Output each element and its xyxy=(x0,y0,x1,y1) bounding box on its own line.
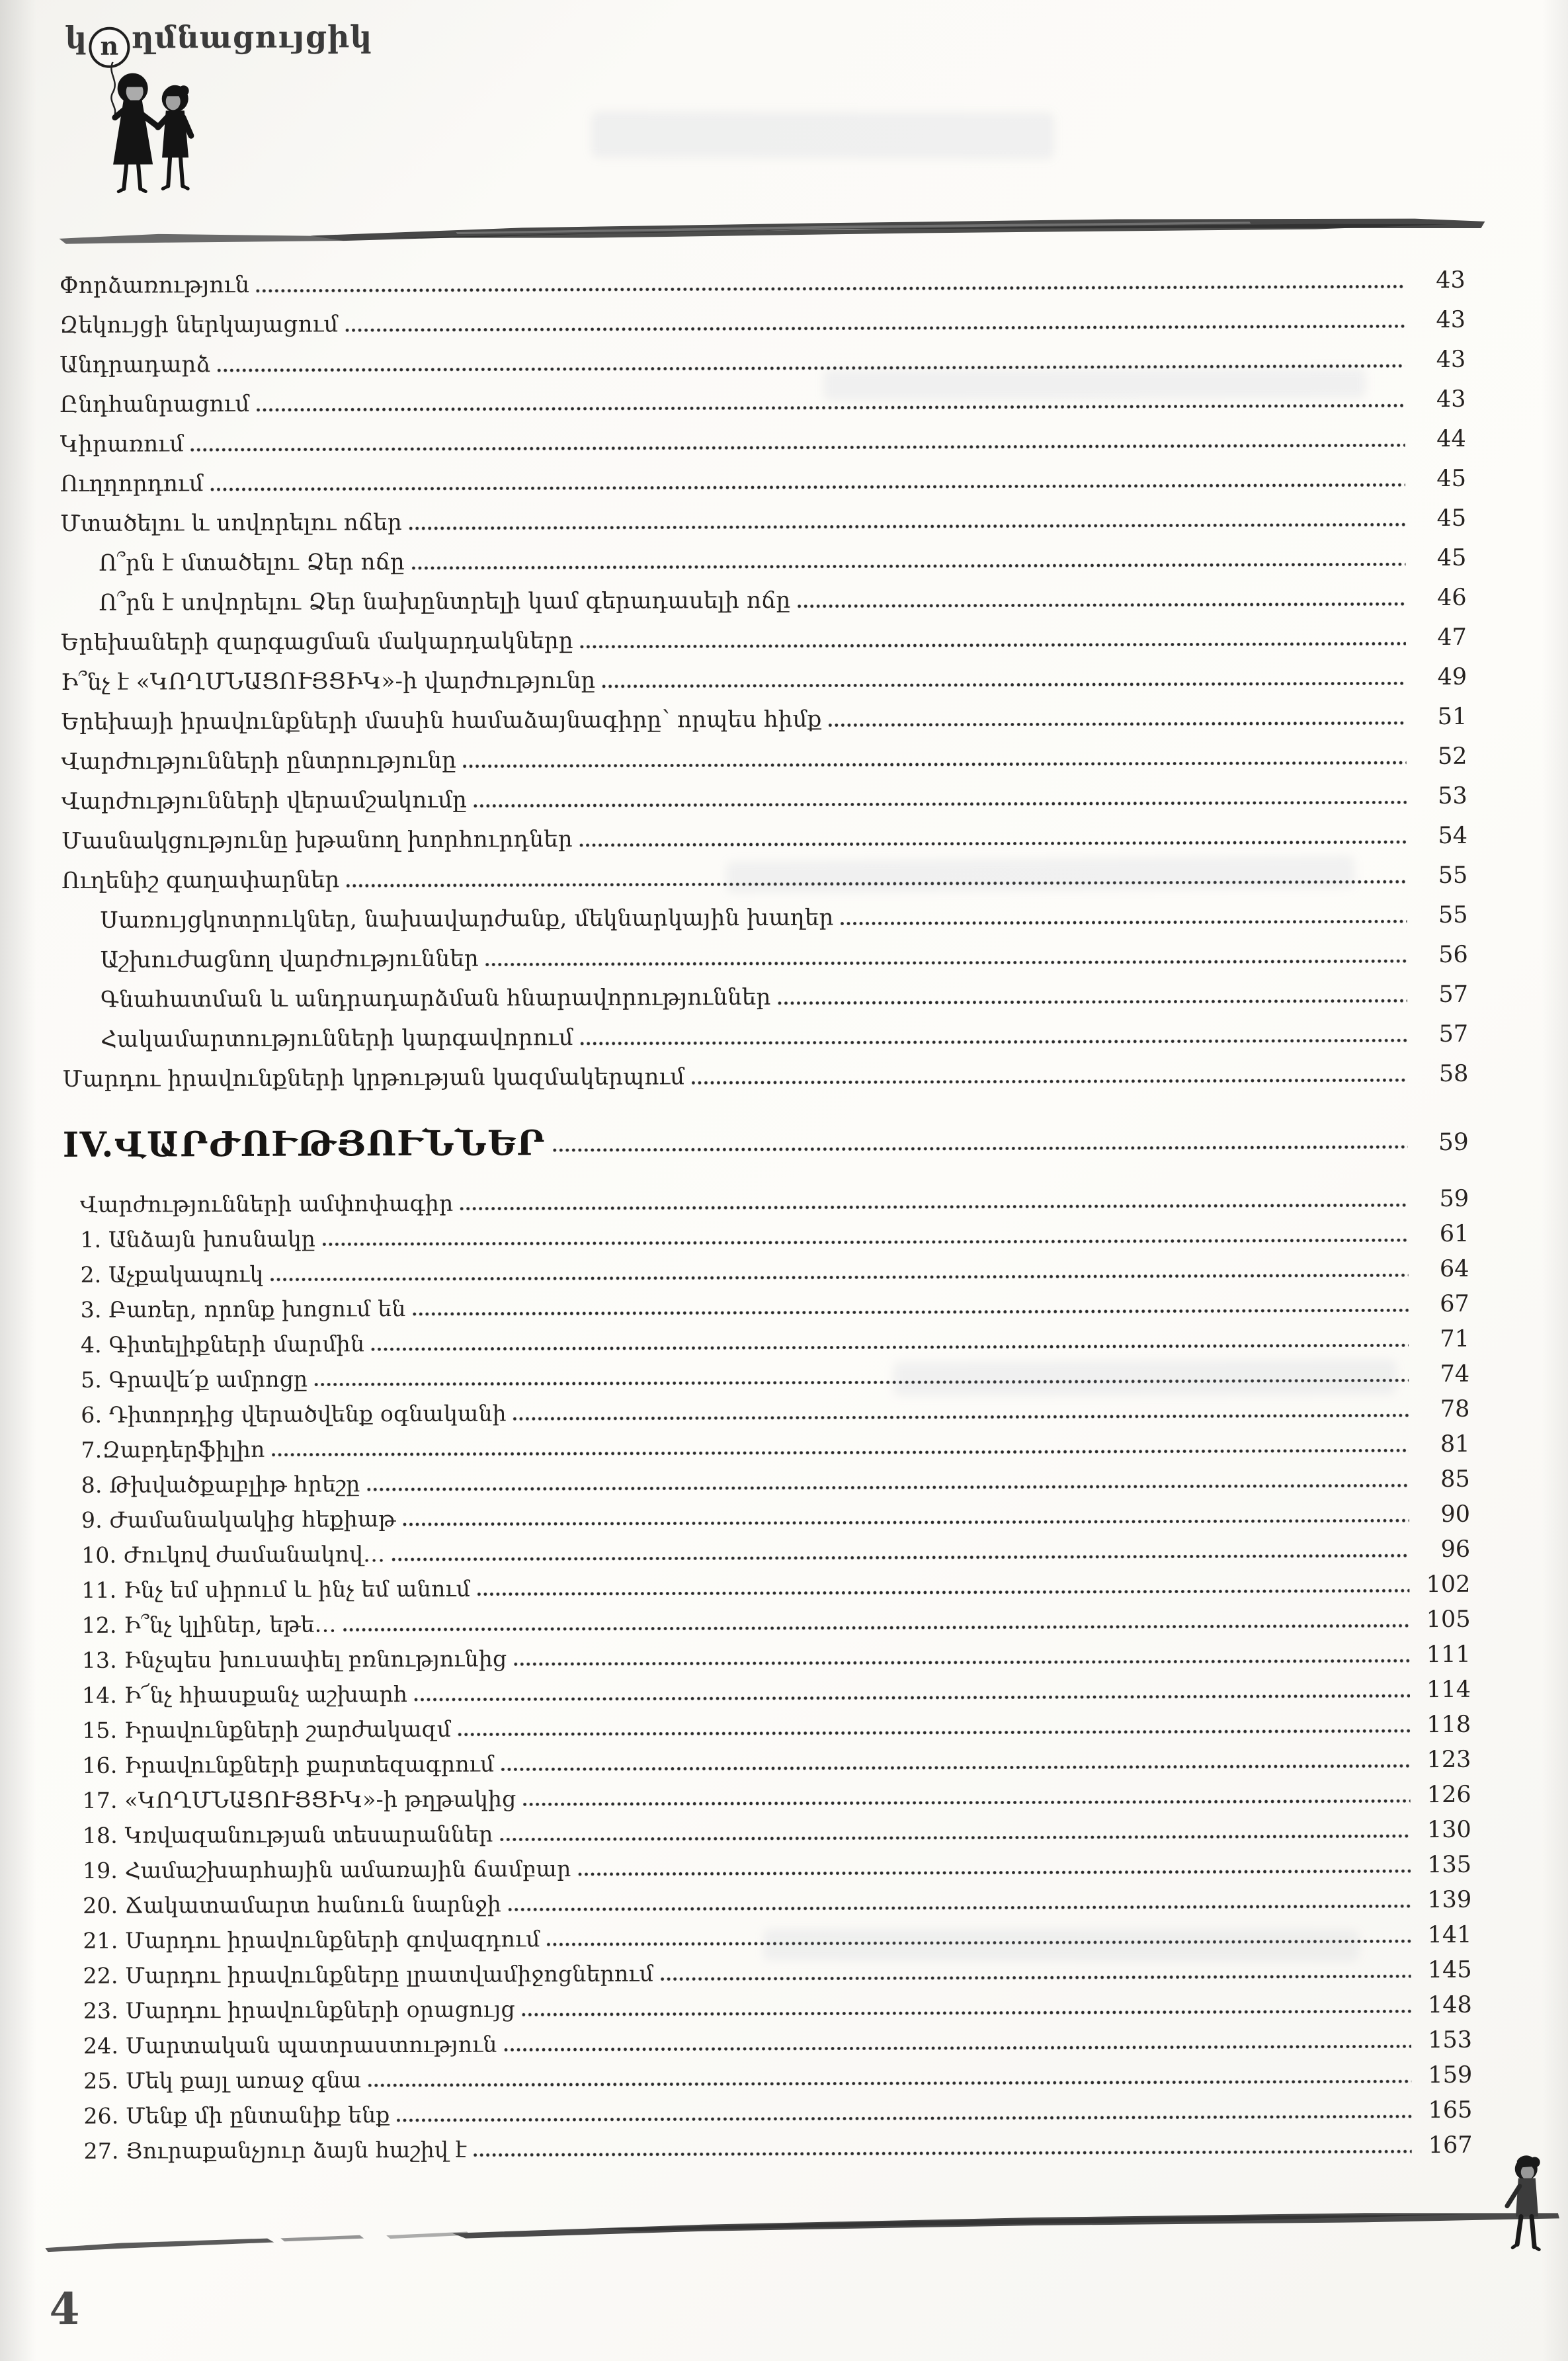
toc-entry xyxy=(80,1177,1469,1218)
logo-text-before: կ xyxy=(65,19,88,56)
toc-entry-page: 96 xyxy=(1440,1536,1471,1563)
toc-entry-page: 148 xyxy=(1427,1991,1472,2019)
toc-entry-page: 135 xyxy=(1427,1851,1472,1879)
toc-entry-title: 7.Զաբդերֆիլիո xyxy=(81,1436,265,1463)
toc-entry-page: 153 xyxy=(1428,2026,1473,2054)
dot-leader xyxy=(408,522,1405,531)
toc-entry-title: Ուղղորդում xyxy=(60,470,204,498)
toc-entry xyxy=(101,929,1468,973)
dot-leader xyxy=(368,2079,1412,2088)
toc-entry xyxy=(83,2089,1472,2129)
toc-entry-page: 45 xyxy=(1436,505,1467,532)
toc-entry-title: Անդրադարձ xyxy=(60,351,211,379)
toc-entry-title: 15. Իրավունքների շարժակազմ xyxy=(82,1716,452,1743)
toc-entry xyxy=(83,1878,1471,1919)
toc-entry-page: 102 xyxy=(1426,1571,1471,1598)
toc-entry-page: 71 xyxy=(1440,1325,1470,1353)
toc-entry-page: 81 xyxy=(1440,1430,1470,1458)
toc-entry xyxy=(81,1563,1470,1603)
dot-leader xyxy=(473,2149,1412,2157)
dot-leader xyxy=(579,839,1407,848)
dot-leader xyxy=(552,1144,1408,1153)
toc-entry-page: 55 xyxy=(1438,901,1468,929)
page-number: 4 xyxy=(49,2282,80,2335)
toc-entry-title: Մարդու իրավունքների կրթության կազմակերպում xyxy=(62,1063,685,1093)
toc-entry-title: Գնահատման և անդրադարձման հնարավորություններ xyxy=(100,983,771,1013)
toc-entry-title: 24. Մարտական պատրաստություն xyxy=(83,2031,497,2059)
toc-entry-page: 126 xyxy=(1426,1781,1471,1809)
toc-entry-title: 20. Ճակատամարտ հանուն նարնջի xyxy=(83,1891,502,1919)
dot-leader xyxy=(499,1833,1411,1842)
dot-leader xyxy=(473,800,1407,808)
toc-entry-page: 43 xyxy=(1436,346,1466,374)
toc-entry-title: Սառույցկոտրուկներ, նախավարժանք, մեկնարկային խաղեր xyxy=(100,904,834,934)
toc-entry-title: 6. Դիտորդից վերածվենք օգնականի xyxy=(81,1400,507,1428)
toc-entry xyxy=(83,2018,1472,2059)
toc-entry xyxy=(83,1913,1471,1954)
toc-entry-page: 67 xyxy=(1440,1290,1469,1318)
toc-entry-page: 74 xyxy=(1440,1360,1470,1388)
toc-entry-title: Վարժությունների ընտրությունը xyxy=(61,747,457,776)
children-illustration-icon xyxy=(74,62,247,201)
toc-entry xyxy=(60,333,1465,378)
toc-entry-page: 52 xyxy=(1437,743,1467,770)
dot-leader xyxy=(777,998,1407,1006)
toc-entry xyxy=(62,849,1467,894)
toc-entry xyxy=(62,770,1467,815)
toc-entry-page: 55 xyxy=(1438,862,1468,890)
toc-entry-page: 43 xyxy=(1436,267,1465,294)
toc-entry xyxy=(82,1738,1471,1778)
toc-entry-title: Հակամարտությունների կարգավորում xyxy=(101,1024,573,1053)
dot-leader xyxy=(579,1038,1407,1046)
dot-leader xyxy=(840,919,1407,926)
toc-entry-page: 141 xyxy=(1427,1921,1472,1949)
toc-entry-page: 58 xyxy=(1438,1060,1469,1088)
toc-entry-title: 26. Մենք մի ընտանիք ենք xyxy=(83,2102,390,2129)
toc-entry xyxy=(61,690,1467,735)
toc-entry xyxy=(62,809,1467,854)
toc-entry xyxy=(82,1773,1471,1813)
toc-entry-page: 105 xyxy=(1426,1606,1471,1634)
logo xyxy=(65,19,409,68)
toc-entry xyxy=(82,1668,1471,1708)
toc-entry xyxy=(81,1317,1469,1358)
balloon-letter: ո xyxy=(99,30,120,61)
toc-entry-title: Մասնակցությունը խթանող խորհուրդներ xyxy=(61,826,573,855)
dot-leader xyxy=(256,403,1405,413)
toc-entry xyxy=(60,373,1465,418)
toc-entry xyxy=(60,492,1466,537)
toc-entry-page: 90 xyxy=(1440,1501,1471,1528)
toc-entry-page: 53 xyxy=(1438,782,1467,810)
toc-entry xyxy=(83,2053,1472,2094)
toc-entry-page: 44 xyxy=(1436,425,1466,453)
toc-entry-title: 11. Ինչ եմ սիրում և ինչ եմ անում xyxy=(81,1575,471,1603)
dot-leader xyxy=(690,1077,1407,1085)
toc-entry-title: 25. Մեկ քայլ առաջ գնա xyxy=(83,2067,362,2094)
toc-entry-title: 3. Բառեր, որոնք խոցում են xyxy=(80,1296,406,1323)
bottom-divider-bar xyxy=(42,2205,1563,2255)
dot-leader xyxy=(521,2009,1411,2017)
logo-wordmark xyxy=(65,19,409,68)
section-heading-page: 59 xyxy=(1438,1128,1469,1157)
toc-entry-page: 78 xyxy=(1440,1395,1470,1423)
toc-entry xyxy=(81,1352,1469,1393)
toc-entry-title: Փորձառություն xyxy=(59,271,250,300)
toc-entry-title: Ո՞րն է մտածելու Ձեր ոճը xyxy=(99,549,405,577)
toc-entry xyxy=(82,1703,1471,1743)
toc-section-2 xyxy=(63,1177,1473,2164)
table-of-contents xyxy=(60,254,1473,2164)
toc-entry-page: 159 xyxy=(1428,2061,1473,2089)
toc-entry-title: Վարժությունների վերամշակումը xyxy=(61,786,468,815)
top-divider-bar xyxy=(59,214,1487,247)
toc-entry xyxy=(60,452,1466,497)
dot-leader xyxy=(513,1658,1409,1667)
toc-entry-title: Մտածելու և սովորելու ոճեր xyxy=(60,509,403,538)
toc-entry xyxy=(83,1983,1472,2024)
toc-entry-title: Երեխայի իրավունքների մասին համաձայնագիրը՝ որպես հիմք xyxy=(61,706,822,736)
toc-entry xyxy=(62,1048,1468,1093)
dot-leader xyxy=(500,1763,1410,1772)
dot-leader xyxy=(503,2044,1411,2052)
toc-entry-page: 145 xyxy=(1427,1956,1472,1984)
toc-entry-page: 46 xyxy=(1437,584,1467,612)
toc-entry-title: Վարժությունների ամփոփագիր xyxy=(80,1190,454,1218)
toc-entry xyxy=(60,413,1466,458)
toc-entry-title: Զեկույցի ներկայացում xyxy=(59,311,339,339)
dot-leader xyxy=(391,1553,1409,1562)
toc-entry xyxy=(81,1388,1469,1428)
dot-leader xyxy=(507,1903,1411,1912)
toc-entry-page: 130 xyxy=(1426,1816,1471,1844)
toc-entry-page: 123 xyxy=(1426,1746,1471,1774)
toc-entry xyxy=(81,1423,1469,1463)
dot-leader xyxy=(321,1237,1408,1247)
dot-leader xyxy=(412,1307,1409,1317)
toc-entry-page: 49 xyxy=(1437,663,1467,691)
toc-entry-title: 13. Ինչպես խուսափել բռնությունից xyxy=(81,1645,507,1673)
toc-entry-title: 27. Յուրաքանչյուր ձայն հաշիվ է xyxy=(83,2136,467,2164)
dot-leader xyxy=(462,760,1407,768)
toc-entry xyxy=(82,1633,1471,1673)
toc-entry xyxy=(99,571,1466,616)
dot-leader xyxy=(659,1973,1411,1981)
toc-entry-page: 85 xyxy=(1440,1466,1470,1493)
toc-entry-title: 23. Մարդու իրավունքների օրացույց xyxy=(83,1996,515,2024)
toc-entry-title: 4. Գիտելիքների մարմին xyxy=(80,1331,365,1358)
dot-leader xyxy=(216,363,1405,373)
toc-entry-title: 16. Իրավունքների քարտեզագրում xyxy=(82,1751,495,1778)
toc-entry-title: 19. Համաշխարհային ամառային ճամբար xyxy=(82,1856,571,1884)
dot-leader xyxy=(402,1518,1409,1527)
toc-entry-title: 9. Ժամանակակից հեքիաթ xyxy=(81,1506,396,1533)
balloon-string xyxy=(111,62,115,116)
toc-entry xyxy=(81,1493,1470,1533)
toc-entry xyxy=(83,1808,1471,1848)
toc-entry xyxy=(81,1598,1470,1638)
toc-entry-page: 59 xyxy=(1439,1185,1469,1213)
toc-entry-title: 5. Գրավե՛ք ամրոցը xyxy=(81,1366,308,1393)
dot-leader xyxy=(796,601,1405,609)
toc-entry xyxy=(81,1282,1469,1323)
toc-entry xyxy=(101,968,1468,1013)
dot-leader xyxy=(476,1588,1409,1596)
toc-entry-title: 22. Մարդու իրավունքները լրատվամիջոցներում xyxy=(83,1960,654,1989)
toc-entry xyxy=(61,611,1467,656)
bleedthrough-artifact xyxy=(591,111,1054,159)
toc-entry-title: Աշխուժացնող վարժություններ xyxy=(100,945,479,973)
dot-leader xyxy=(313,1378,1409,1387)
toc-entry-page: 139 xyxy=(1427,1886,1472,1914)
toc-entry xyxy=(80,1247,1469,1288)
toc-entry xyxy=(60,294,1465,339)
toc-entry-page: 57 xyxy=(1438,1020,1469,1048)
toc-entry-title: 12. Ի՞նչ կլիներ, եթե… xyxy=(81,1611,337,1638)
toc-entry xyxy=(60,254,1465,299)
dot-leader xyxy=(413,1693,1410,1702)
toc-entry-title: Ո՞րն է սովորելու Ձեր նախընտրելի կամ գերադասելի ոճը xyxy=(99,587,791,616)
dot-leader xyxy=(522,1798,1411,1807)
dot-leader xyxy=(190,442,1405,452)
toc-entry-page: 114 xyxy=(1426,1676,1471,1704)
toc-entry-page: 165 xyxy=(1428,2096,1473,2124)
dot-leader xyxy=(411,561,1405,571)
toc-entry xyxy=(83,1948,1471,1989)
seated-child-illustration-icon xyxy=(1500,2154,1553,2253)
toc-entry-title: 14. Ի՜նչ հիասքանչ աշխարհ xyxy=(81,1681,408,1708)
toc-entry-title: 21. Մարդու իրավունքների գովազդում xyxy=(83,1926,540,1954)
toc-entry-page: 47 xyxy=(1437,624,1467,651)
dot-leader xyxy=(396,2114,1412,2123)
toc-entry-page: 51 xyxy=(1437,703,1467,731)
toc-entry xyxy=(80,1212,1469,1253)
toc-entry xyxy=(101,1008,1468,1053)
section-heading: IV.ՎԱՐԺՈՒԹՅՈՒՆՆԵՐ xyxy=(62,1123,546,1166)
dot-leader xyxy=(343,1623,1410,1632)
toc-entry-page: 61 xyxy=(1439,1220,1469,1248)
toc-entry-title: Ընդհանրացում xyxy=(60,390,250,419)
dot-leader xyxy=(457,1728,1410,1737)
toc-entry xyxy=(83,1843,1471,1884)
toc-entry-title: 17. «ԿՈՂՄՆԱՑՈՒՅՑԻԿ»-ի թղթակից xyxy=(82,1786,516,1813)
toc-entry-title: 10. Ժուկով ժամանակով… xyxy=(81,1541,386,1568)
toc-entry-title: Ուղենիշ գաղափարներ xyxy=(62,866,340,895)
logo-text-after: ղմնացույցիկ xyxy=(131,19,373,56)
toc-entry-page: 45 xyxy=(1436,544,1467,572)
toc-entry xyxy=(61,730,1467,775)
toc-entry xyxy=(81,1528,1470,1568)
toc-entry-page: 43 xyxy=(1436,386,1466,413)
toc-entry-title: 8. Թխվածքաբլիթ հրեշը xyxy=(81,1471,360,1498)
toc-entry-page: 45 xyxy=(1436,465,1467,493)
toc-entry-title: 18. Կռվազանության տեսարաններ xyxy=(82,1821,493,1848)
toc-entry-page: 54 xyxy=(1438,822,1468,850)
toc-entry-title: Երեխաների զարգացման մակարդակները xyxy=(60,628,573,657)
section-heading-row xyxy=(63,1099,1469,1165)
toc-entry-page: 43 xyxy=(1436,306,1466,334)
dot-leader xyxy=(828,720,1407,727)
dot-leader xyxy=(345,323,1405,333)
dot-leader xyxy=(346,879,1407,888)
dot-leader xyxy=(459,1202,1408,1212)
dot-leader xyxy=(546,1938,1411,1947)
toc-entry-title: Կիրառում xyxy=(60,431,185,458)
dot-leader xyxy=(366,1483,1409,1492)
toc-entry-page: 111 xyxy=(1426,1641,1471,1669)
toc-entry-title: Ի՞նչ է «ԿՈՂՄՆԱՑՈՒՅՑԻԿ»-ի վարժությունը xyxy=(61,667,596,696)
toc-entry-page: 57 xyxy=(1438,981,1469,1009)
toc-entry xyxy=(100,889,1467,934)
toc-section-1 xyxy=(60,254,1469,1093)
dot-leader xyxy=(210,482,1405,492)
dot-leader xyxy=(255,284,1405,294)
toc-entry xyxy=(83,2124,1472,2164)
dot-leader xyxy=(601,681,1406,689)
toc-entry-title: 1. Անձայն խոսնակը xyxy=(80,1225,316,1253)
dot-leader xyxy=(269,1272,1408,1282)
toc-entry-page: 64 xyxy=(1439,1255,1469,1283)
toc-entry xyxy=(61,651,1467,696)
dot-leader xyxy=(485,958,1407,967)
toc-entry-page: 56 xyxy=(1438,941,1468,969)
toc-entry xyxy=(99,532,1466,577)
toc-entry-title: 2. Աչքակապուկ xyxy=(80,1261,264,1288)
dot-leader xyxy=(579,641,1406,649)
toc-entry xyxy=(81,1458,1470,1498)
dot-leader xyxy=(577,1868,1411,1877)
dot-leader xyxy=(513,1413,1409,1421)
toc-entry-page: 167 xyxy=(1428,2132,1473,2159)
toc-entry-page: 118 xyxy=(1426,1711,1471,1739)
dot-leader xyxy=(370,1343,1409,1352)
dot-leader xyxy=(271,1448,1409,1458)
